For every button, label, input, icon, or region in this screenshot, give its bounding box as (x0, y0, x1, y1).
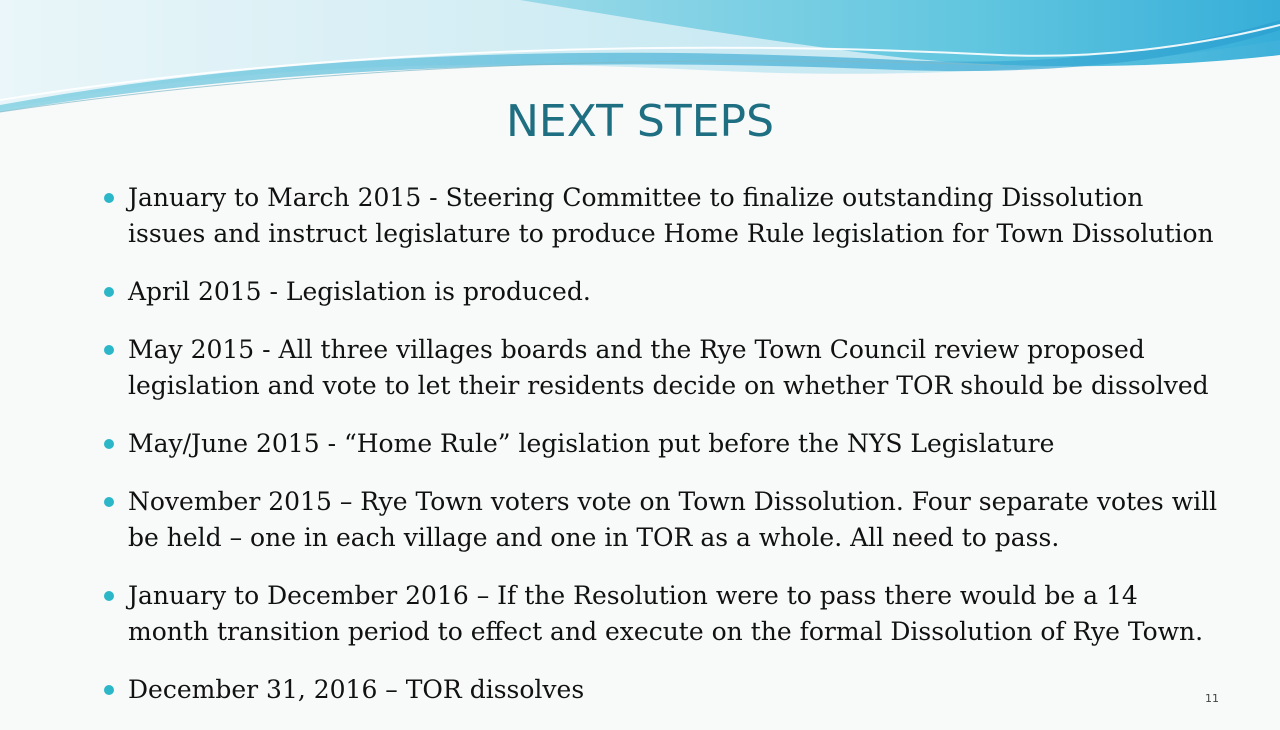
bullet-dot-icon (104, 345, 114, 355)
bullet-text: May/June 2015 - “Home Rule” legislation put before the NYS Legislature (128, 429, 1055, 458)
bullet-text: April 2015 - Legislation is produced. (128, 277, 591, 306)
slide-title: NEXT STEPS (505, 96, 775, 147)
list-item (104, 180, 1224, 252)
bullet-dot-icon (104, 287, 114, 297)
bullet-text: January to December 2016 – If the Resolution were to pass there would be a 14 month transition period to effect and execute on the formal Dissolution of Rye Town. (128, 581, 1204, 646)
bullet-list (104, 180, 1224, 730)
bullet-text: January to March 2015 - Steering Committee to finalize outstanding Dissolution issues and instruct legislature to produce Home Rule legislation for Town Dissolution (128, 183, 1214, 248)
bullet-dot-icon (104, 439, 114, 449)
bullet-text: December 31, 2016 – TOR dissolves (128, 675, 585, 704)
list-item (104, 274, 1224, 310)
bullet-dot-icon (104, 193, 114, 203)
bullet-text: November 2015 – Rye Town voters vote on Town Dissolution. Four separate votes will be held – one in each village and one in TOR as a whole. All need to pass. (128, 487, 1218, 552)
list-item (104, 672, 1224, 708)
bullet-dot-icon (104, 685, 114, 695)
list-item (104, 332, 1224, 404)
list-item (104, 578, 1224, 650)
bullet-text: May 2015 - All three villages boards and the Rye Town Council review proposed legislation and vote to let their residents decide on whether TOR should be dissolved (128, 335, 1209, 400)
bullet-dot-icon (104, 591, 114, 601)
list-item (104, 484, 1224, 556)
list-item (104, 426, 1224, 462)
page-number: 11 (1205, 692, 1219, 705)
bullet-dot-icon (104, 497, 114, 507)
